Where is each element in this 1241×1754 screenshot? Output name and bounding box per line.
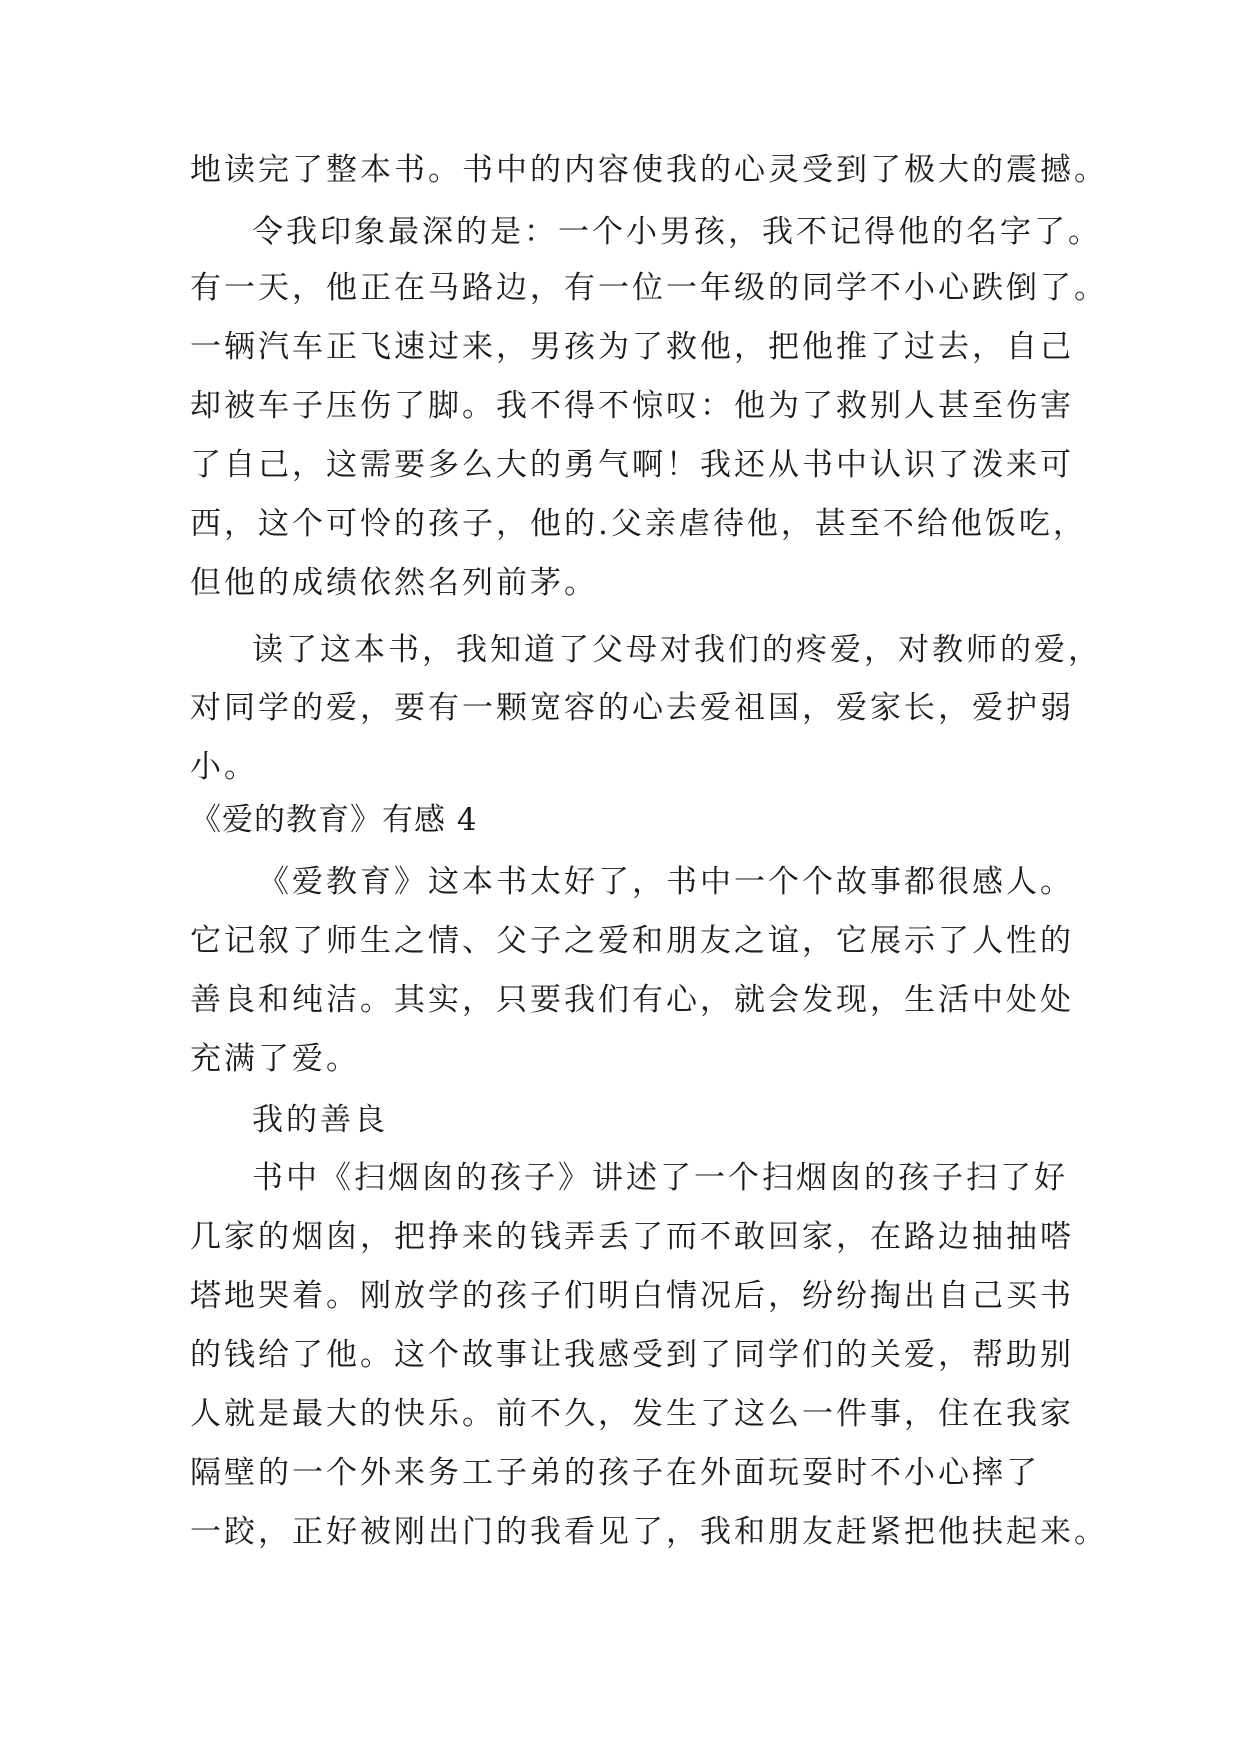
text-line: 人就是最大的快乐。前不久，发生了这么一件事，住在我家 bbox=[190, 1396, 1074, 1432]
text-line: 一辆汽车正飞速过来，男孩为了救他，把他推了过去，自己 bbox=[190, 329, 1074, 365]
text-line: 对同学的爱，要有一颗宽容的心去爱祖国，爱家长，爱护弱 bbox=[190, 690, 1074, 726]
text-line: 了自己，这需要多么大的勇气啊！我还从书中认识了泼来可 bbox=[190, 447, 1074, 483]
text-line: 读了这本书，我知道了父母对我们的疼爱，对教师的爱， bbox=[252, 632, 1102, 668]
text-line: 善良和纯洁。其实，只要我们有心，就会发现，生活中处处 bbox=[190, 982, 1074, 1018]
text-line: 隔壁的一个外来务工子弟的孩子在外面玩耍时不小心摔了 bbox=[190, 1455, 1040, 1491]
text-line: 地读完了整本书。书中的内容使我的心灵受到了极大的震撼。 bbox=[190, 152, 1108, 188]
text-line: 但他的成绩依然名列前茅。 bbox=[190, 565, 598, 601]
text-line: 它记叙了师生之情、父子之爱和朋友之谊，它展示了人性的 bbox=[190, 923, 1074, 959]
text-line: 令我印象最深的是：一个小男孩，我不记得他的名字了。 bbox=[252, 214, 1102, 250]
text-line: 有一天，他正在马路边，有一位一年级的同学不小心跌倒了。 bbox=[190, 270, 1108, 306]
text-line: 却被车子压伤了脚。我不得不惊叹：他为了救别人甚至伤害 bbox=[190, 388, 1074, 424]
section-heading: 《爱的教育》有感 4 bbox=[190, 802, 478, 838]
text-line: 书中《扫烟囱的孩子》讲述了一个扫烟囱的孩子扫了好 bbox=[252, 1160, 1068, 1196]
text-line: 小。 bbox=[190, 749, 258, 785]
text-line: 西，这个可怜的孩子，他的.父亲虐待他，甚至不给他饭吃， bbox=[190, 506, 1087, 542]
text-line: 的钱给了他。这个故事让我感受到了同学们的关爱，帮助别 bbox=[190, 1337, 1074, 1373]
text-line: 塔地哭着。刚放学的孩子们明白情况后，纷纷掏出自己买书 bbox=[190, 1278, 1074, 1314]
subheading: 我的善良 bbox=[252, 1102, 388, 1138]
text-line: 充满了爱。 bbox=[190, 1041, 360, 1077]
text-line: 《爱教育》这本书太好了，书中一个个故事都很感人。 bbox=[258, 864, 1074, 900]
text-line: 几家的烟囱，把挣来的钱弄丢了而不敢回家，在路边抽抽嗒 bbox=[190, 1219, 1074, 1255]
text-line: 一跤，正好被刚出门的我看见了，我和朋友赶紧把他扶起来。 bbox=[190, 1514, 1108, 1550]
